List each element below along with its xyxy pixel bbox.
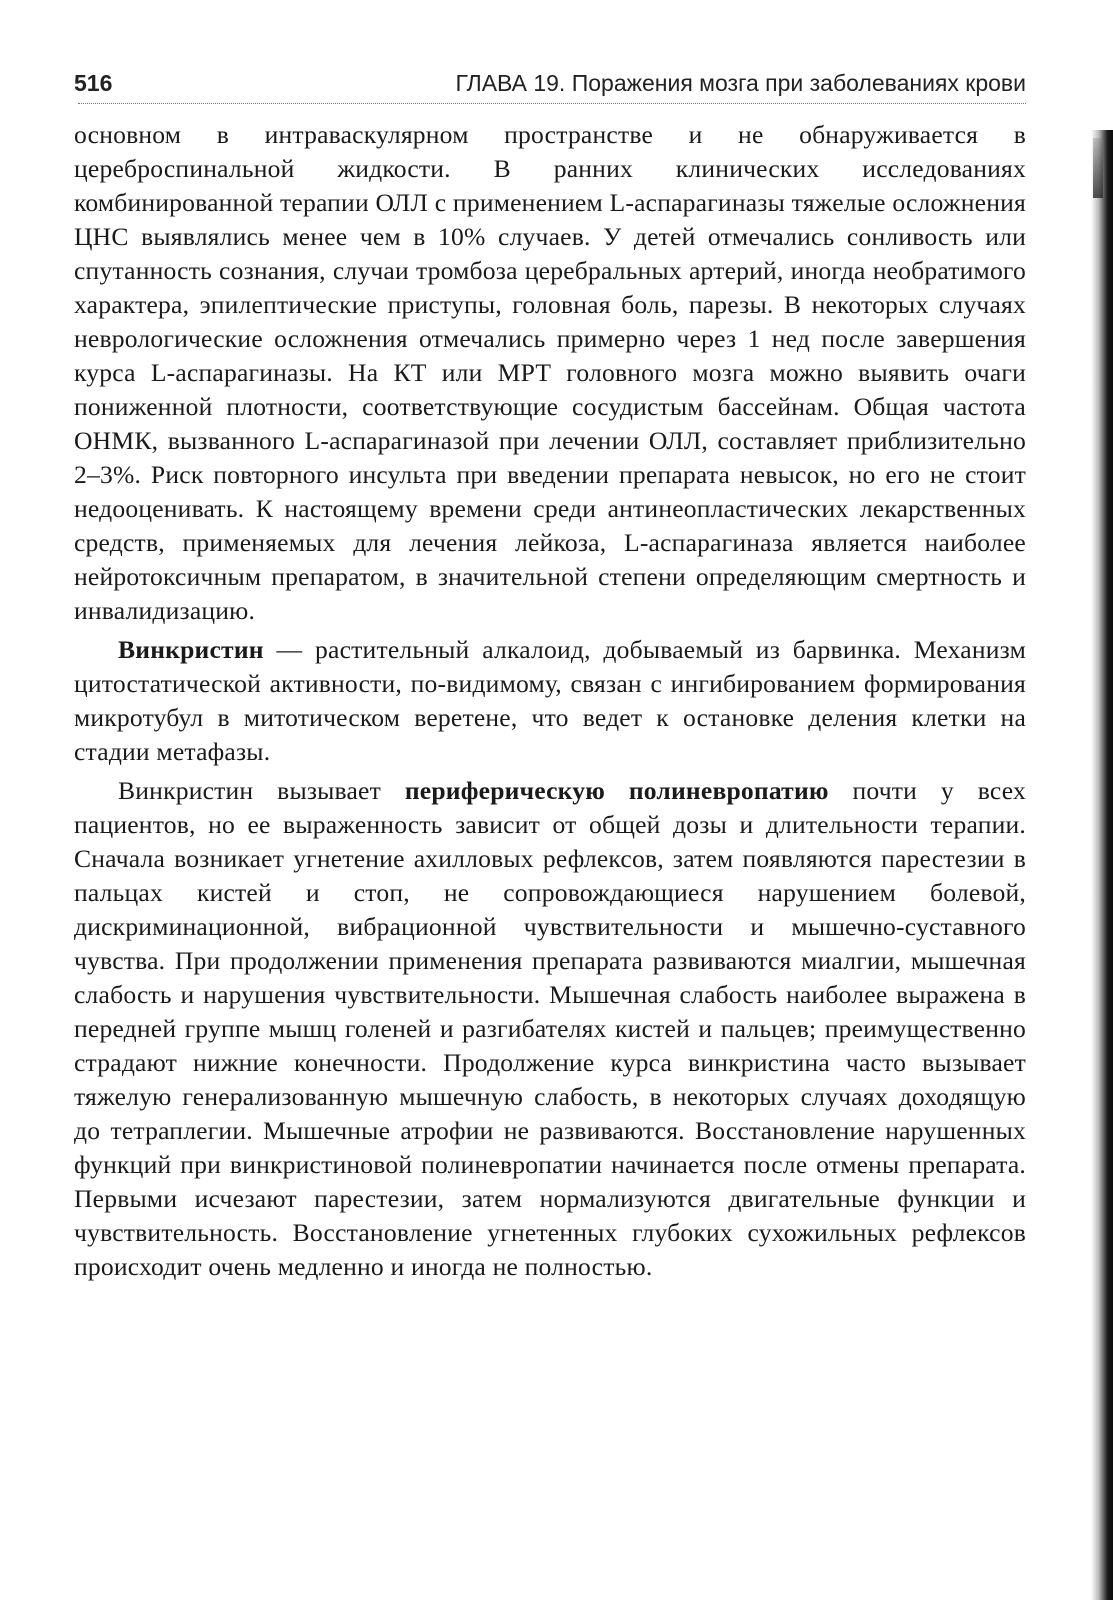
paragraph-vincristine-definition [74, 633, 1026, 769]
paragraph-text: почти у всех пациентов, но ее выраженность зависит от общей дозы и длительности терапии. Сначала возникает угнетение ахилловых рефлексов, затем появляются парестезии в пальцах кистей и стоп, не сопровождающиеся нарушением болевой, дискриминационной, вибрационной чувствительности и мышечно-суставного чувства. При продолжении применения препарата развиваются миалгии, мышечная слабость и нарушения чувствительности. Мышечная слабость наиболее выражена в передней группе мышц голеней и разгибателях кистей и пальцев; преимущественно страдают нижние конечности. Продолжение курса винкристина часто вызывает тяжелую генерализованную мышечную слабость, в некоторых случаях доходящую до тетраплегии. Мышечные атрофии не развиваются. Восстановление нарушенных функций при винкристиновой полиневропатии начинается после отмены препарата. Первыми исчезают парестезии, затем нормализуются двигательные функции и чувствительность. Восстановление угнетенных глубоких сухожильных рефлексов происходит очень медленно и иногда не полностью. [74, 776, 1026, 1281]
paragraph-continuation: основном в интраваскулярном пространстве и не обнаруживается в цереброспинальной жидкости. В ранних клинических исследованиях комбинированной терапии ОЛЛ с применением L-аспарагиназы тяжелые осложнения ЦНС выявлялись менее чем в 10% случаев. У детей отмечались сонливость или спутанность сознания, случаи тромбоза церебральных артерий, иногда необратимого характера, эпилептические приступы, головная боль, парезы. В некоторых случаях неврологические осложнения отмечались примерно через 1 нед после завершения курса L-аспарагиназы. На КТ или МРТ головного мозга можно выявить очаги пониженной плотности, соответствующие сосудистым бассейнам. Общая частота ОНМК, вызванного L-аспарагиназой при лечении ОЛЛ, составляет приблизительно 2–3%. Риск повторного инсульта при введении препарата невысок, но его не стоит недооценивать. К настоящему времени среди антинеопластических лекарственных средств, применяемых для лечения лейкоза, L-аспарагиназа является наиболее нейротоксичным препаратом, в значительной степени определяющим смертность и инвалидизацию. [74, 120, 1026, 625]
page-number: 516 [74, 70, 113, 96]
running-head: ГЛАВА 19. Поражения мозга при заболеваниях крови [455, 70, 1026, 96]
paragraph-vincristine-polyneuropathy [74, 774, 1026, 1284]
bold-term-vincristine: Винкристин [118, 635, 264, 664]
page-edge-shadow [1091, 130, 1113, 1600]
page-header [74, 70, 1026, 104]
bold-term-polyneuropathy: периферическую полиневропатию [404, 776, 829, 805]
paragraph-text: — растительный алкалоид, добываемый из барвинка. Механизм цитостатической активности, по-видимому, связан с ингибированием формирования микротубул в митотическом веретене, что ведет к остановке деления клетки на стадии метафазы. [74, 635, 1026, 766]
body-text [74, 118, 1026, 1284]
page-edge-speck [1093, 138, 1103, 198]
header-rule [78, 103, 1026, 104]
paragraph-text: Винкристин вызывает [118, 776, 405, 805]
